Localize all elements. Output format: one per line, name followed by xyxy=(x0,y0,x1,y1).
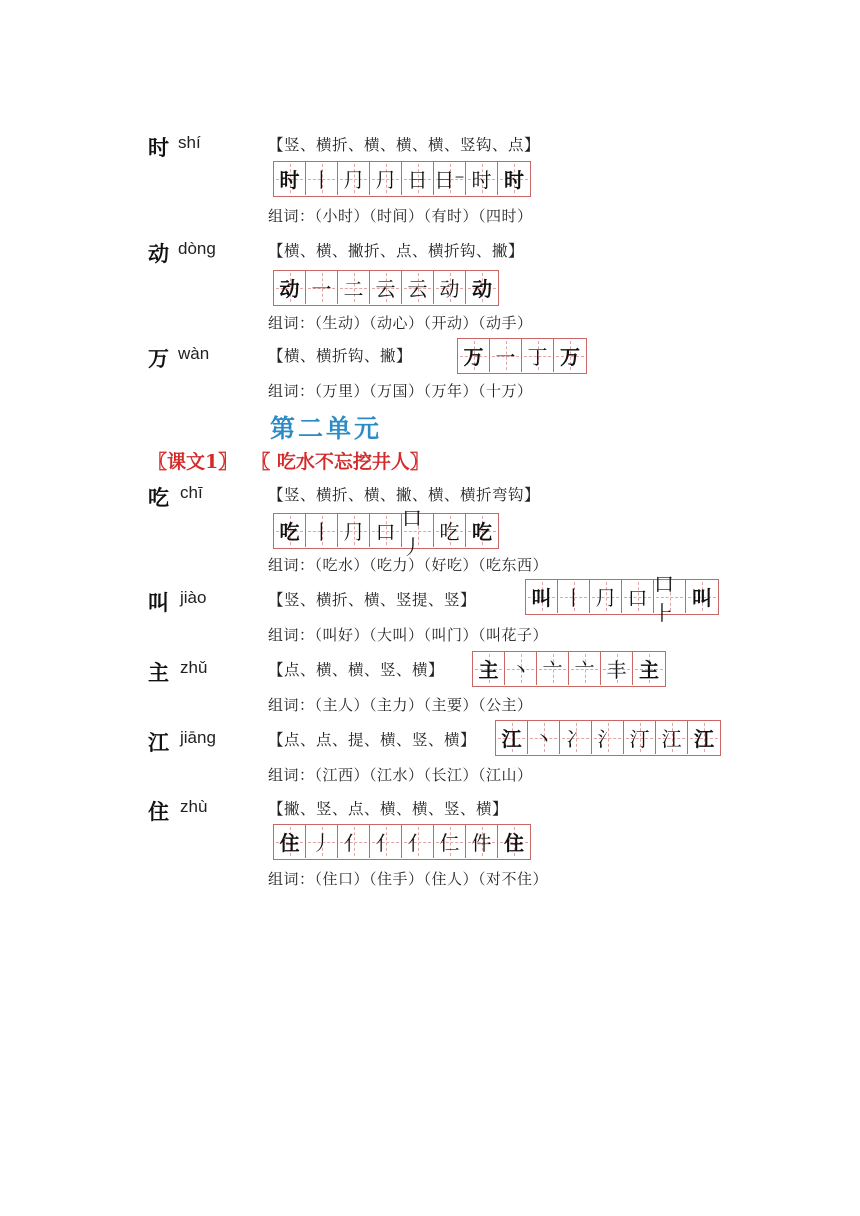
stroke-cell: 时 xyxy=(498,162,530,195)
stroke-cell: 丰 xyxy=(601,652,633,685)
entry-char: 吃 xyxy=(148,486,169,510)
word-list: 组词：（吃水）（吃力）（好吃）（吃东西） xyxy=(268,556,549,574)
entry-char: 万 xyxy=(148,347,169,371)
entry-char: 江 xyxy=(148,731,169,755)
stroke-grid xyxy=(472,651,666,687)
entry-char: 时 xyxy=(148,136,169,160)
stroke-grid xyxy=(273,824,531,860)
stroke-cell: 住 xyxy=(498,825,530,858)
stroke-cell: 一 xyxy=(306,271,338,304)
stroke-cell: 丁 xyxy=(522,339,554,372)
entry-pinyin: zhù xyxy=(180,797,208,816)
word-list: 组词：（生动）（动心）（开动）（动手） xyxy=(268,314,533,332)
word-list: 组词：（主人）（主力）（主要）（公主） xyxy=(268,696,533,714)
word-list: 组词：（叫好）（大叫）（叫门）（叫花子） xyxy=(268,626,549,644)
stroke-cell: ⺆ xyxy=(590,580,622,613)
word-list: 组词：（江西）（江水）（长江）（江山） xyxy=(268,766,533,784)
entry-pinyin: chī xyxy=(180,483,203,502)
stroke-cell: 丨 xyxy=(306,162,338,195)
stroke-order-text: 【撇、竖、点、横、横、竖、横】 xyxy=(268,800,509,818)
stroke-cell: 云 xyxy=(402,271,434,304)
stroke-cell: 日 xyxy=(402,162,434,195)
stroke-cell: 冫 xyxy=(560,721,592,754)
entry-pinyin: wàn xyxy=(178,344,210,363)
stroke-cell: 主 xyxy=(633,652,665,685)
stroke-cell: 云 xyxy=(370,271,402,304)
stroke-cell: 时 xyxy=(466,162,498,195)
lesson-heading xyxy=(148,447,429,474)
stroke-cell: ⺆ xyxy=(338,514,370,547)
word-list: 组词：（小时）（时间）（有时）（四时） xyxy=(268,207,533,225)
entry-pinyin: dòng xyxy=(178,239,216,258)
stroke-cell: 件 xyxy=(466,825,498,858)
stroke-cell: 动 xyxy=(434,271,466,304)
stroke-cell: 丿 xyxy=(306,825,338,858)
stroke-cell: 主 xyxy=(473,652,505,685)
stroke-cell: 二 xyxy=(338,271,370,304)
entry-pinyin: jiào xyxy=(180,588,207,607)
word-list: 组词：（住口）（住手）（住人）（对不住） xyxy=(268,870,549,888)
stroke-order-text: 【竖、横折、横、撇、横、横折弯钩】 xyxy=(268,486,541,504)
entry-char: 叫 xyxy=(148,591,169,615)
stroke-cell: 吃 xyxy=(466,514,498,547)
stroke-cell: 叫 xyxy=(526,580,558,613)
stroke-cell: 叫 xyxy=(686,580,718,613)
stroke-grid xyxy=(273,270,499,306)
stroke-order-text: 【横、横折钩、撇】 xyxy=(268,347,413,365)
stroke-order-text: 【点、横、横、竖、横】 xyxy=(268,661,445,679)
stroke-cell: 汀 xyxy=(624,721,656,754)
entry-pinyin: jiāng xyxy=(180,728,216,747)
stroke-cell: 口⼃ xyxy=(402,514,434,547)
stroke-cell: 仁 xyxy=(434,825,466,858)
stroke-cell: 一 xyxy=(490,339,522,372)
stroke-cell: 亠 xyxy=(569,652,601,685)
stroke-cell: 亻 xyxy=(402,825,434,858)
stroke-cell: 万 xyxy=(458,339,490,372)
stroke-cell: 氵 xyxy=(592,721,624,754)
stroke-cell: 口 xyxy=(370,514,402,547)
stroke-cell: 亠 xyxy=(537,652,569,685)
stroke-cell: ⺆ xyxy=(338,162,370,195)
stroke-cell: 动 xyxy=(466,271,498,304)
stroke-cell: 口 xyxy=(622,580,654,613)
stroke-grid xyxy=(525,571,719,625)
stroke-cell: 万 xyxy=(554,339,586,372)
lesson-title: 〖 吃水不忘挖井人〗 xyxy=(251,451,429,473)
stroke-cell: 江 xyxy=(656,721,688,754)
stroke-cell: 住 xyxy=(274,825,306,858)
entry-char: 主 xyxy=(148,661,169,685)
stroke-cell: 丨 xyxy=(558,580,590,613)
stroke-order-text: 【横、横、撇折、点、横折钩、撇】 xyxy=(268,242,525,260)
stroke-grid xyxy=(273,505,499,559)
stroke-cell: 吃 xyxy=(274,514,306,547)
stroke-grid xyxy=(457,338,587,374)
stroke-cell: 日⁻ xyxy=(434,162,466,195)
entry-pinyin: zhǔ xyxy=(180,658,208,677)
stroke-cell: 丶 xyxy=(505,652,537,685)
stroke-order-text: 【竖、横折、横、横、横、竖钩、点】 xyxy=(268,136,541,154)
stroke-cell: 江 xyxy=(496,721,528,754)
stroke-cell: 丨 xyxy=(306,514,338,547)
word-list: 组词：（万里）（万国）（万年）（十万） xyxy=(268,382,533,400)
stroke-cell: ⺆ xyxy=(370,162,402,195)
stroke-grid xyxy=(273,161,531,197)
lesson-label: 〖课文1〗 xyxy=(148,451,238,473)
stroke-cell: 口⺊ xyxy=(654,580,686,613)
stroke-cell: 亻 xyxy=(370,825,402,858)
stroke-grid xyxy=(495,720,721,756)
stroke-cell: 吃 xyxy=(434,514,466,547)
stroke-cell: 江 xyxy=(688,721,720,754)
entry-char: 动 xyxy=(148,242,169,266)
stroke-cell: 时 xyxy=(274,162,306,195)
unit-title: 第二单元 xyxy=(270,414,383,443)
stroke-cell: 亻 xyxy=(338,825,370,858)
entry-pinyin: shí xyxy=(178,133,201,152)
stroke-cell: 动 xyxy=(274,271,306,304)
stroke-cell: 丶 xyxy=(528,721,560,754)
stroke-order-text: 【竖、横折、横、竖提、竖】 xyxy=(268,591,477,609)
entry-char: 住 xyxy=(148,800,169,824)
stroke-order-text: 【点、点、提、横、竖、横】 xyxy=(268,731,477,749)
